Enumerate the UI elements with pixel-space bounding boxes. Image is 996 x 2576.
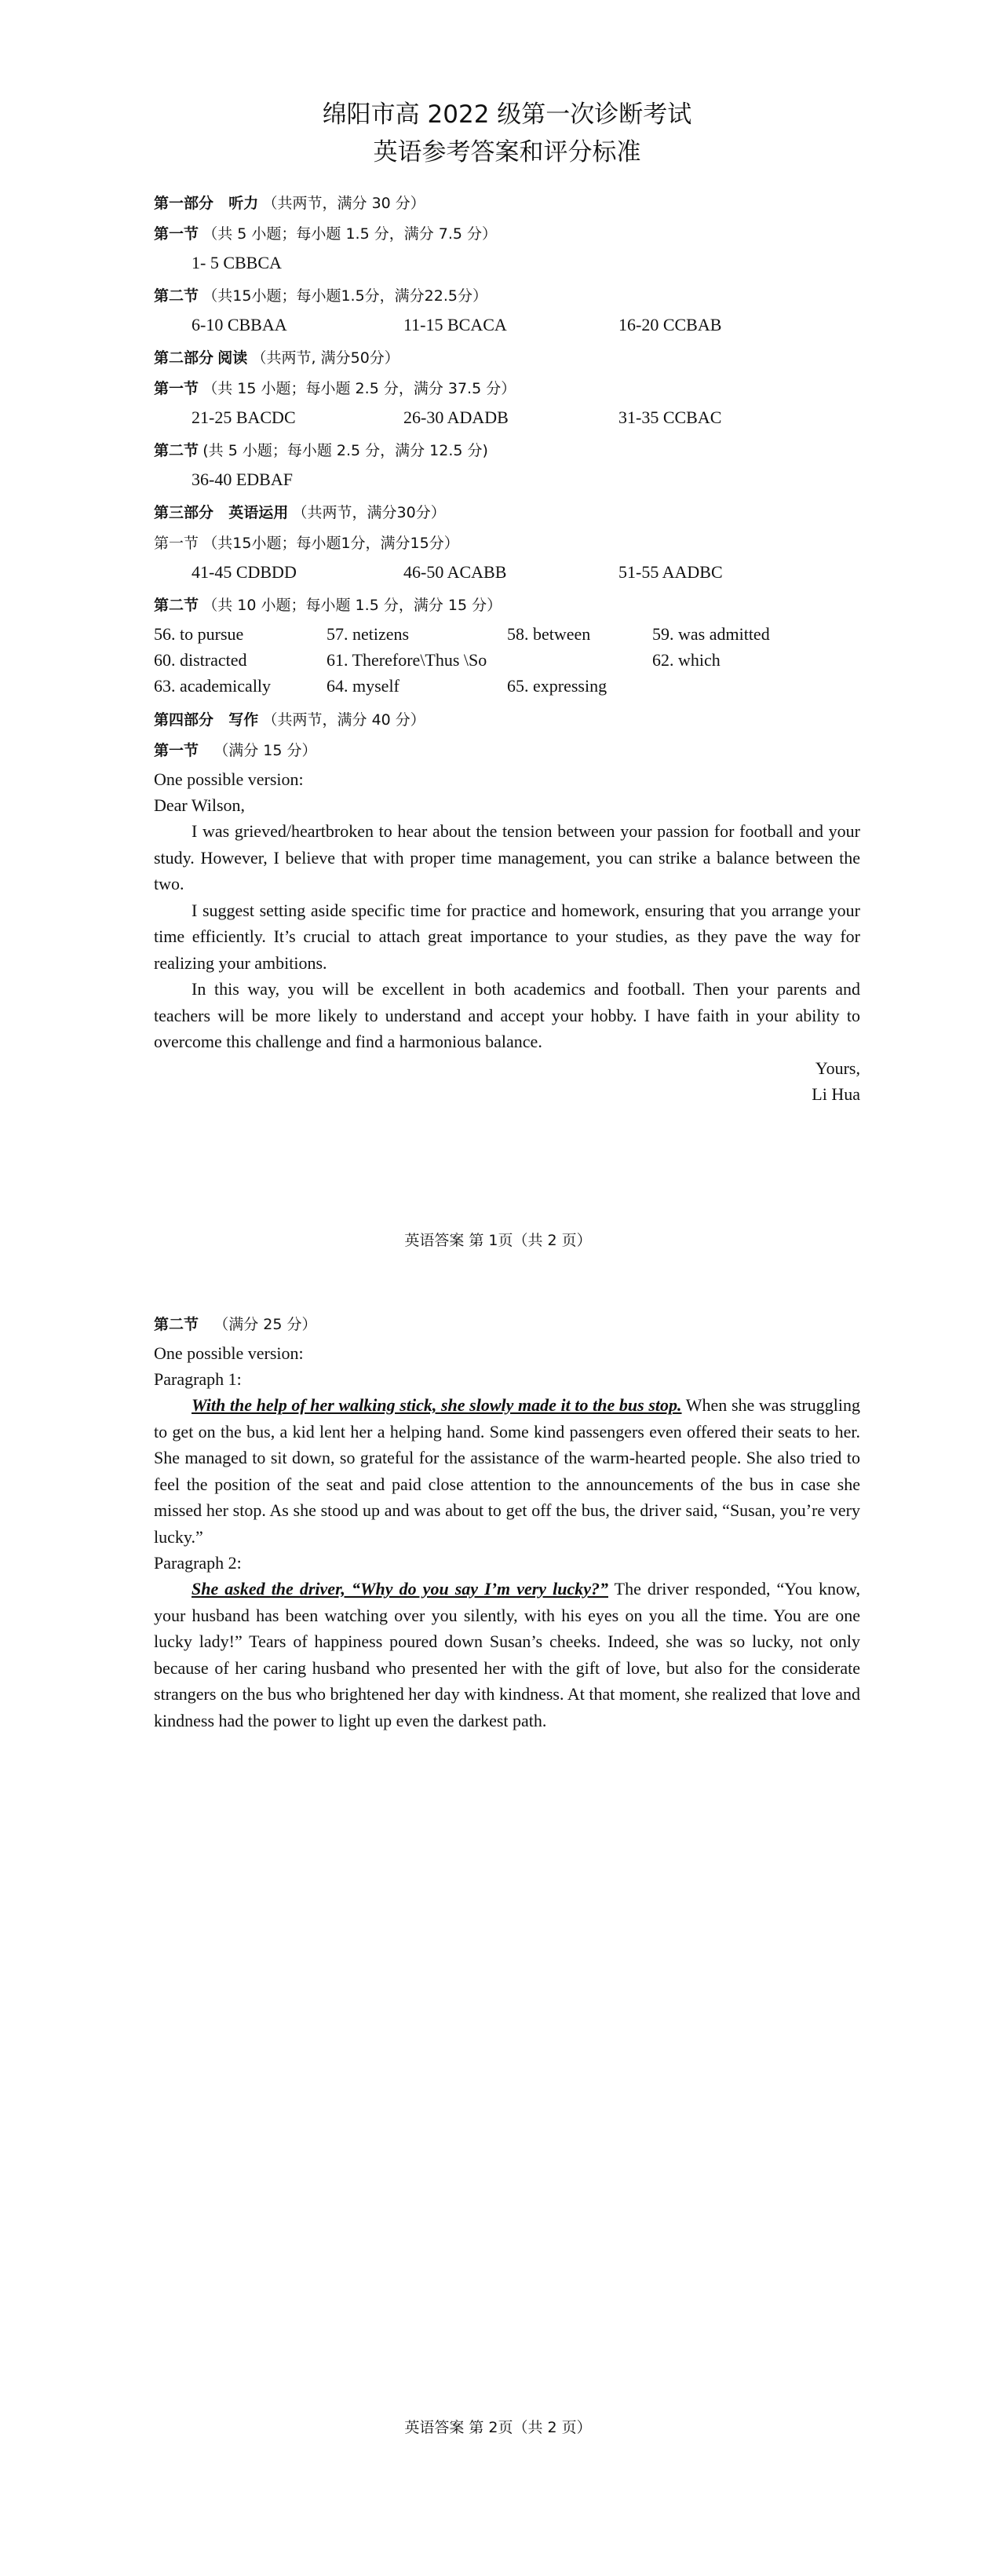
part3-section1-header (154, 530, 860, 556)
part2-section2-answers (192, 466, 860, 493)
page-2 (154, 1306, 860, 1734)
part1-header (154, 190, 860, 216)
part1-section1-note: （共 5 小题；每小题 1.5 分，满分 7.5 分） (202, 225, 498, 243)
paragraph-1-opening-sentence: With the help of her walking stick, she slowly made it to the bus stop. (192, 1395, 682, 1415)
title-line-2: 英语参考答案和评分标准 (373, 138, 641, 166)
part1-section1-answers (192, 250, 860, 276)
answer-group: 16-20 CCBAB (618, 315, 722, 334)
part3-name: 英语运用 (228, 504, 289, 521)
part2-section1-note: （共 15 小题；每小题 2.5 分，满分 37.5 分） (202, 380, 516, 397)
answer-group: 1- 5 CBBCA (192, 253, 282, 272)
part3-section1-answers (192, 559, 860, 586)
part2-section2-header (154, 437, 860, 463)
part4-section2-label: 第二节 (154, 1316, 199, 1333)
answer-item: 62. which (652, 650, 721, 670)
part3-section2-label: 第二节 (154, 597, 199, 614)
part1-section1-label: 第一节 (154, 225, 199, 243)
part3-label: 第三部分 (154, 504, 214, 521)
part3-section1-note: （共15小题；每小题1分，满分15分） (202, 535, 459, 552)
paragraph-2-label: Paragraph 2: (154, 1553, 242, 1573)
part1-note: （共两节，满分 30 分） (262, 195, 425, 212)
letter-closing: Yours, (815, 1058, 860, 1078)
part2-section2-note: (共 5 小题；每小题 2.5 分，满分 12.5 分) (202, 442, 488, 459)
part3-note: （共两节，满分30分） (292, 504, 446, 521)
part1-section2-header (154, 283, 860, 309)
part3-header (154, 499, 860, 525)
answer-item: 64. myself (327, 676, 399, 696)
part1-section2-note: （共15小题；每小题1.5分，满分22.5分） (202, 287, 487, 305)
part2-section1-label: 第一节 (154, 380, 199, 397)
paragraph-2-opening-sentence: She asked the driver, “Why do you say I’m very lucky?” (192, 1579, 608, 1599)
answer-item: 58. between (507, 624, 591, 644)
part1-section2-answers (192, 312, 860, 338)
answer-item: 56. to pursue (154, 624, 244, 644)
part3-section2-note: （共 10 小题；每小题 1.5 分，满分 15 分） (202, 597, 502, 614)
part1-label: 第一部分 (154, 195, 214, 212)
story-paragraph-1 (154, 1392, 860, 1550)
part1-name: 听力 (228, 195, 259, 212)
answer-group: 31-35 CCBAC (618, 407, 722, 427)
part4-section2-header (154, 1311, 860, 1337)
part2-section1-header (154, 375, 860, 401)
answer-item: 60. distracted (154, 650, 247, 670)
answer-item: 65. expressing (507, 676, 607, 696)
answer-group: 46-50 ACABB (403, 562, 507, 582)
answer-group: 11-15 BCACA (403, 315, 507, 334)
version-label: One possible version: (154, 769, 304, 789)
answer-item: 59. was admitted (652, 624, 770, 644)
paragraph-1-body: When she was struggling to get on the bus, a kid lent her a helping hand. Some kind passengers even offered their seats to her. She managed to sit down, so grateful for the assistance of the warm-hearted people. She also tried to feel the position of the seat and paid close attention to the announcements of the bus in case she missed her stop. As she stood up and was about to get off the bus, the driver said, “Susan, you’re very lucky.” (154, 1395, 860, 1547)
part1-section1-header (154, 221, 860, 247)
paragraph-2-body: The driver responded, “You know, your husband has been watching over you silently, with his eyes on you all the time. You are one lucky lady!” Tears of happiness poured down Susan’s cheeks. Indeed, she was so lucky, not only because of her caring husband who presented her with the gift of love, but also for the considerate strangers on the bus who brightened her day with kindness. At that moment, she realized that love and kindness had the power to light up even the darkest path. (154, 1579, 860, 1730)
answer-group: 51-55 AADBC (618, 562, 723, 582)
answer-group: 6-10 CBBAA (192, 315, 287, 334)
document-title (154, 96, 860, 171)
paragraph-1-label: Paragraph 1: (154, 1369, 242, 1389)
part2-header (154, 345, 860, 371)
part4-label: 第四部分 (154, 711, 214, 729)
letter-paragraph: I was grieved/heartbroken to hear about the tension between your passion for football and your study. However, I believe that with proper time management, you can strike a balance between the two. (154, 821, 860, 893)
answer-group: 41-45 CDBDD (192, 562, 297, 582)
part3-section1-label: 第一节 (154, 535, 199, 552)
answer-item: 57. netizens (327, 624, 410, 644)
part1-section2-label: 第二节 (154, 287, 199, 305)
part4-section1-label: 第一节 (154, 742, 199, 759)
version-label: One possible version: (154, 1343, 304, 1363)
page-1 (154, 96, 860, 1107)
part4-name: 写作 (228, 711, 259, 729)
answer-group: 21-25 BACDC (192, 407, 296, 427)
part3-section2-answers (154, 621, 860, 699)
page-1-footer: 英语答案 第 1页（共 2 页） (404, 1232, 592, 1249)
letter-signature: Li Hua (812, 1083, 860, 1104)
story-paragraph-2 (154, 1576, 860, 1734)
part2-label: 第二部分 (154, 349, 214, 367)
part3-section2-header (154, 592, 860, 618)
letter-paragraph: I suggest setting aside specific time for practice and homework, ensuring that you arrange your time efficiently. It’s crucial to attach great importance to your studies, as they pave the way for realizing your ambitions. (154, 900, 860, 973)
part4-section2-note: （满分 25 分） (213, 1316, 317, 1333)
part2-section1-answers (192, 404, 860, 431)
letter-salutation: Dear Wilson, (154, 795, 246, 815)
answer-group: 36-40 EDBAF (192, 470, 293, 489)
answer-group: 26-30 ADADB (403, 407, 509, 427)
title-line-1: 绵阳市高 2022 级第一次诊断考试 (322, 100, 692, 129)
part4-header (154, 707, 860, 733)
page-2-footer: 英语答案 第 2页（共 2 页） (404, 2419, 592, 2436)
part4-section1-note: （满分 15 分） (213, 742, 317, 759)
answer-item: 61. Therefore\Thus \So (327, 650, 487, 670)
part4-note: （共两节，满分 40 分） (262, 711, 425, 729)
letter-paragraph: In this way, you will be excellent in both academics and football. Then your parents and teachers will be more likely to understand and accept your hobby. I have faith in your ability to overcome this challenge and find a harmonious balance. (154, 979, 860, 1051)
part4-section1-header (154, 737, 860, 763)
part2-name: 阅读 (217, 349, 248, 367)
answer-item: 63. academically (154, 676, 272, 696)
part2-section2-label: 第二节 (154, 442, 199, 459)
part2-note: （共两节, 满分50分） (251, 349, 399, 367)
